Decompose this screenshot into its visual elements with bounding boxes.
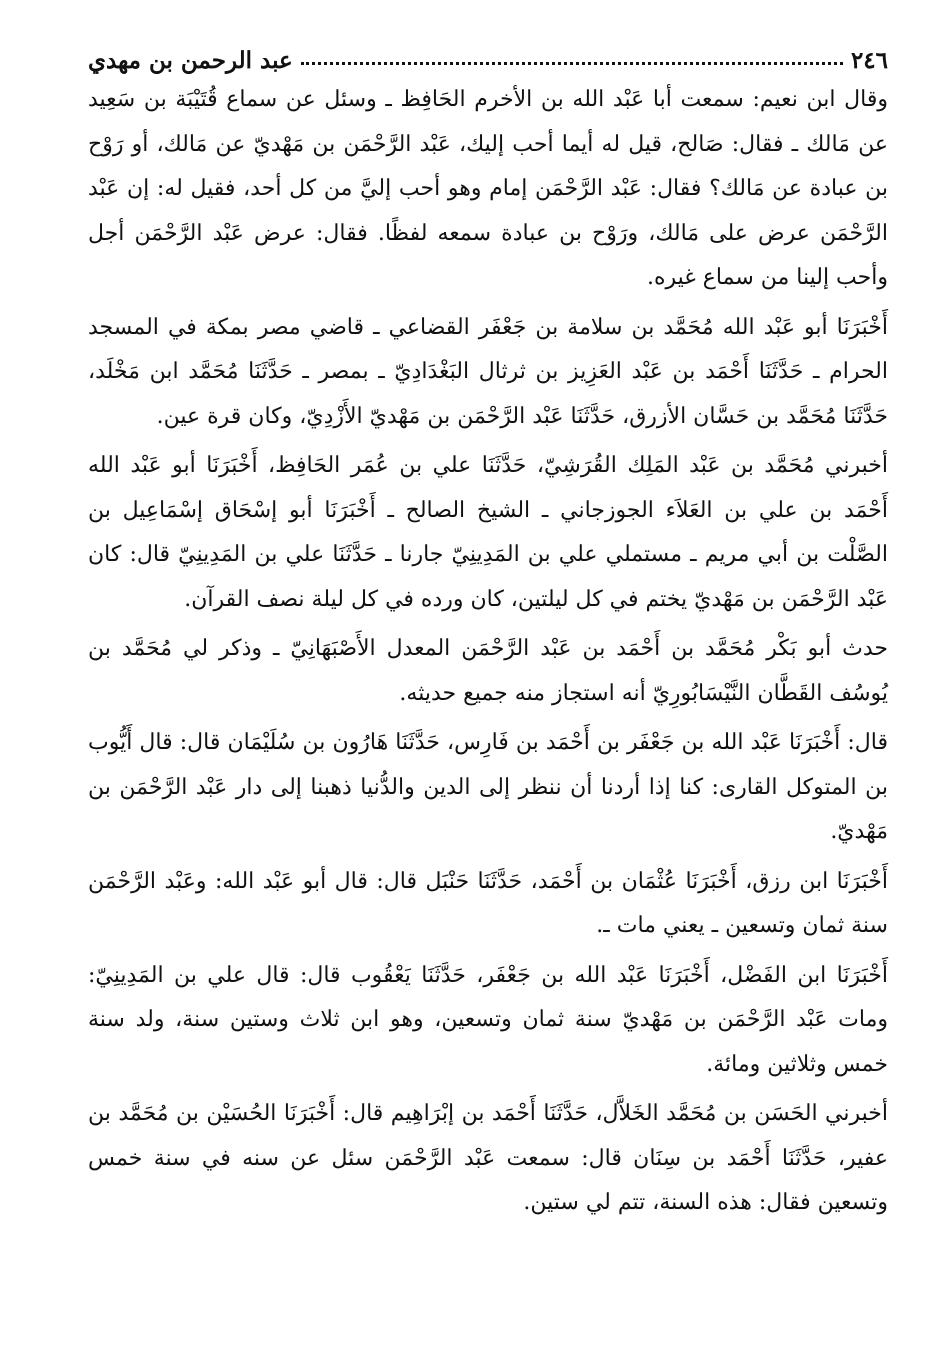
paragraph: وقال ابن نعيم: سمعت أبا عَبْد الله بن الأخرم الحَافِظ ـ وسئل عن سماع قُتَيْبَة بن سَعِيد عن مَالك ـ فقال: صَالح، قيل له أيما أحب إليك، عَبْد الرَّحْمَن بن مَهْديّ عن مَالك، أو رَوْح بن عبادة عن مَالك؟ فقال: عَبْد الرَّحْمَن إمام وهو أحب إليَّ من كل أحد، فقيل له: إن عَبْد الرَّحْمَن عرض على مَالك، ورَوْح بن عبادة سمعه لفظًا. فقال: عرض عَبْد الرَّحْمَن أجل وأحب إلينا من سماع غيره. [88,87,888,290]
page-number: ٢٤٦ [850,47,888,74]
page-body [88,78,888,1226]
paragraph: أَخْبَرَنَا ابن الفَضْل، أَخْبَرَنَا عَبْد الله بن جَعْفَر، حَدَّثَنَا يَعْقُوب قال: قال علي بن المَدِينِيّ: ومات عَبْد الرَّحْمَن بن مَهْديّ سنة ثمان وتسعين، وهو ابن ثلاث وستين سنة، ولد سنة خمس وثلاثين ومائة. [88,962,888,1077]
paragraph: قال: أَخْبَرَنَا عَبْد الله بن جَعْفَر بن أَحْمَد بن فَارِس، حَدَّثَنَا هَارُون بن سُلَيْمَان قال: قال أَيُّوب بن المتوكل القارى: كنا إذا أردنا أن ننظر إلى الدين والدُّنيا ذهبنا إلى دار عَبْد الرَّحْمَن بن مَهْديّ. [88,730,888,844]
header-dotted-leader [301,62,843,65]
paragraph: أخبرني مُحَمَّد بن عَبْد المَلِك القُرَشِيّ، حَدَّثَنَا علي بن عُمَر الحَافِظ، أَخْبَرَنَا أبو عَبْد الله أَحْمَد بن علي بن العَلاَء الجوزجاني ـ الشيخ الصالح ـ أَخْبَرَنَا أبو إسْحَاق إسْمَاعِيل بن الصَّلْت بن أبي مريم ـ مستملي علي بن المَدِينِيّ جارنا ـ حَدَّثَنَا علي بن المَدِينِيّ قال: كان عَبْد الرَّحْمَن بن مَهْديّ يختم في كل ليلتين، كان ورده في كل ليلة نصف القرآن. [88,453,888,612]
paragraph: حدث أبو بَكْر مُحَمَّد بن أَحْمَد بن عَبْد الرَّحْمَن المعدل الأَصْبَهَانِيّ ـ وذكر لي مُحَمَّد بن يُوسُف القَطَّان النَّيْسَابُورِيّ أنه استجاز منه جميع حديثه. [88,636,888,706]
book-page [88,34,888,1231]
running-title: عبد الرحمن بن مهدي [88,47,293,74]
paragraph: أَخْبَرَنَا ابن رزق، أَخْبَرَنَا عُثْمَان بن أَحْمَد، حَدَّثَنَا حَنْبَل قال: قال أبو عَبْد الله: وعَبْد الرَّحْمَن سنة ثمان وتسعين ـ يعني مات ـ. [88,868,888,938]
page-header [88,34,888,74]
paragraph: أَخْبَرَنَا أبو عَبْد الله مُحَمَّد بن سلامة بن جَعْفَر القضاعي ـ قاضي مصر بمكة في المسجد الحرام ـ حَدَّثَنَا أَحْمَد بن عَبْد العَزِيز بن ثرثال البَغْدَادِيّ ـ بمصر ـ حَدَّثَنَا مُحَمَّد ابن مَخْلَد، حَدَّثَنَا مُحَمَّد بن حَسَّان الأزرق، حَدَّثَنَا عَبْد الرَّحْمَن بن مَهْديّ الأَزْدِيّ، وكان قرة عين. [88,314,888,429]
paragraph: أخبرني الحَسَن بن مُحَمَّد الخَلاَّل، حَدَّثَنَا أَحْمَد بن إبْرَاهِيم قال: أَخْبَرَنَا الحُسَيْن بن مُحَمَّد بن عفير، حَدَّثَنَا أَحْمَد بن سِنَان قال: سمعت عَبْد الرَّحْمَن سئل عن سنه في سنة خمس وتسعين فقال: هذه السنة، تتم لي ستين. [88,1101,888,1215]
